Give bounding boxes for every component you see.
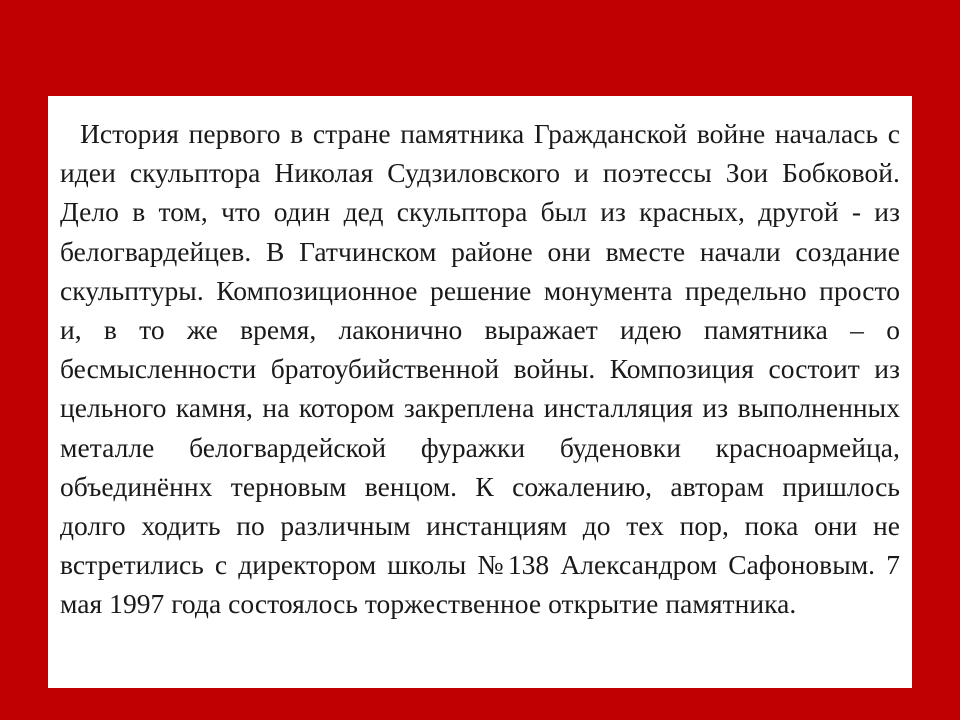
body-paragraph: История первого в стране памятника Гражданской войне началась с идеи скульптора Николая Судзиловского и поэтессы Зои Бобковой. Дело в том, что один дед скульптора был из красных, другой - из белогвардейцев. В Гатчинском районе они вместе начали создание скульптуры. Композиционное решение монумента предельно просто и, в то же время, лаконично выражает идею памятника – о бесмысленности братоубийственной войны. Композиция состоит из цельного камня, на котором закреплена инсталляция из выполненных металле белогвардейской фуражки буденовки красноармейца, объединённх терновым венцом. К сожалению, авторам пришлось долго ходить по различным инстанциям до тех пор, пока они не встретились с директором школы №138 Александром Сафоновым. 7 мая 1997 года состоялось торжественное открытие памятника. <box>60 118 900 620</box>
text-panel <box>48 96 912 688</box>
